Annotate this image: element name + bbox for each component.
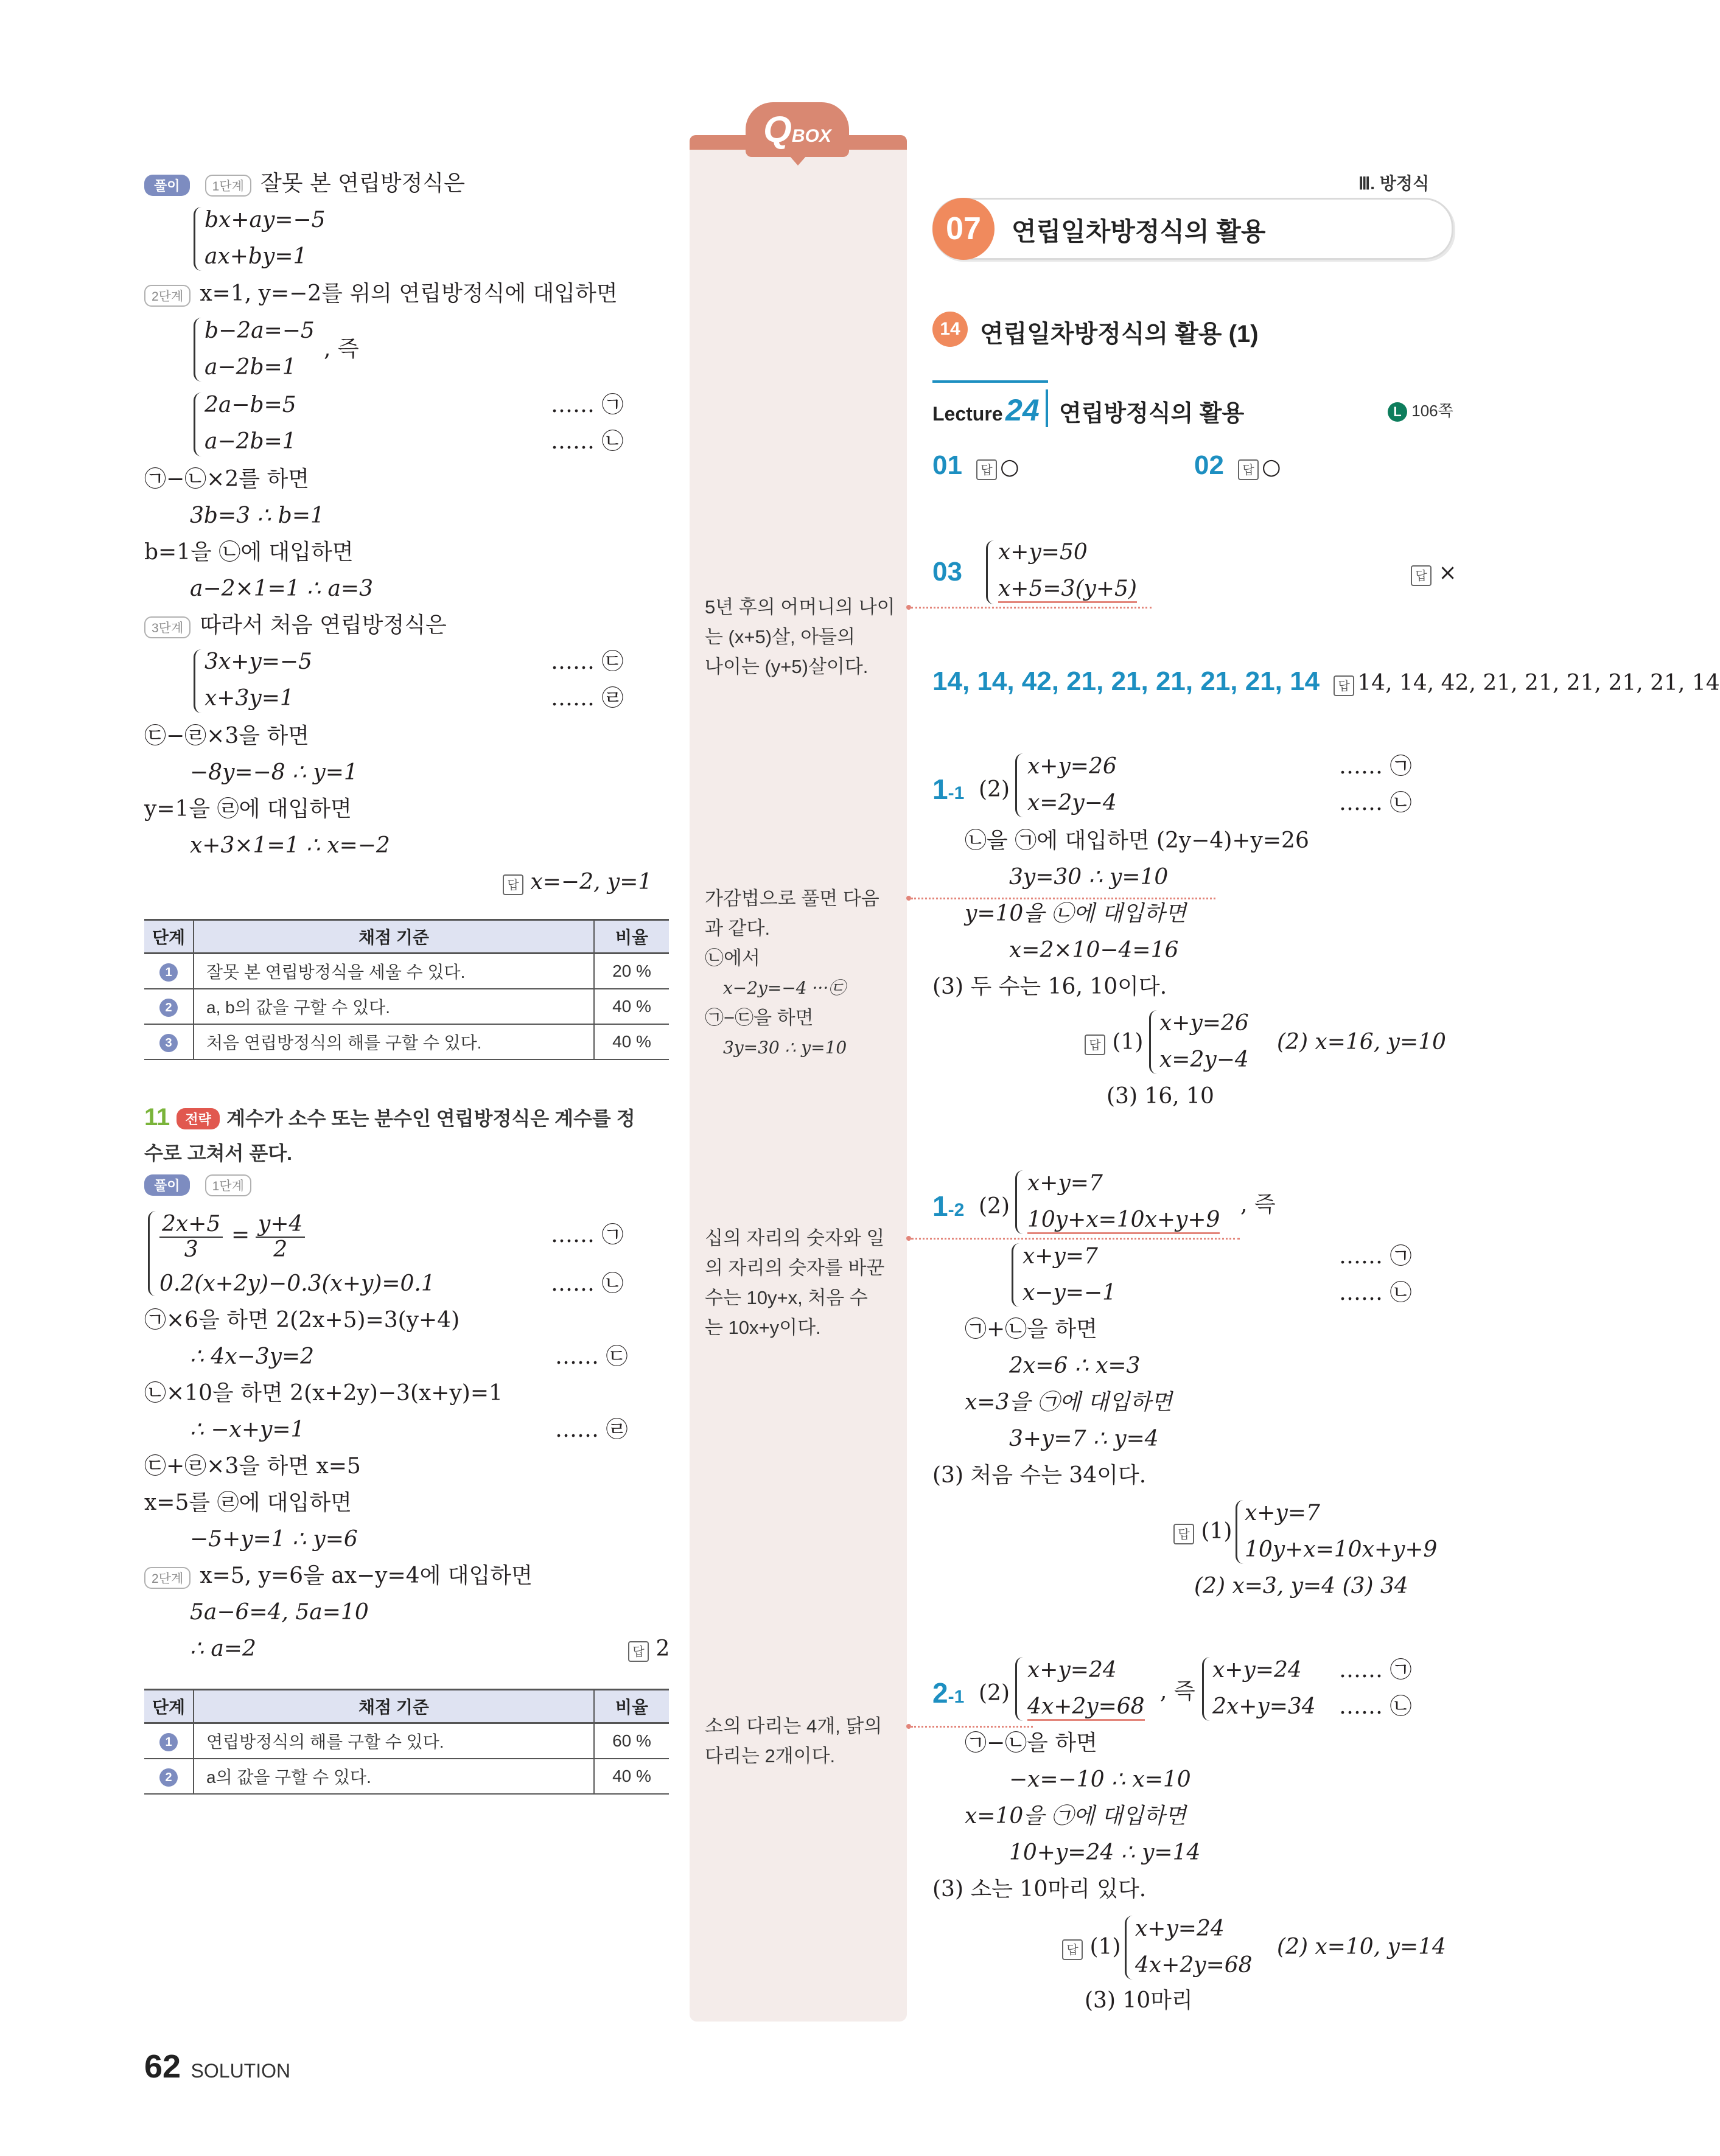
- answer-part: (1): [1112, 1030, 1144, 1055]
- equation: a−2b=1: [205, 429, 296, 454]
- equation: [998, 577, 1137, 601]
- text-line: ㉢−㉣×3을 하면: [144, 724, 310, 748]
- label-marker: [555, 1345, 628, 1369]
- equation: [1027, 1695, 1145, 1719]
- equation: bx+ay=−5: [205, 208, 326, 232]
- marker: ㉡: [601, 1271, 624, 1296]
- answer-icon: 답: [1411, 565, 1432, 586]
- text: , 즉: [1240, 1192, 1276, 1217]
- brace: [1015, 1170, 1023, 1234]
- label-marker: [551, 1223, 623, 1247]
- step2-line: [144, 282, 618, 307]
- answer-part: (3) 10마리: [1085, 1988, 1193, 2013]
- text-line: b=1을 ㉡에 대입하면: [144, 540, 354, 565]
- problem-11-header: [144, 1103, 635, 1131]
- text-line: x+3×1=1 ∴ x=−2: [190, 833, 390, 858]
- equation: 4x+2y=68: [1135, 1953, 1253, 1978]
- page-ref-text: 106쪽: [1411, 402, 1453, 420]
- note-connector-dot: [906, 1236, 911, 1241]
- criteria-cell: a, b의 값을 구할 수 있다.: [194, 989, 594, 1024]
- text-line: ∴ 4x−3y=2: [190, 1344, 315, 1369]
- text-line: −8y=−8 ∴ y=1: [190, 760, 358, 785]
- text-line: a−2×1=1 ∴ a=3: [190, 576, 373, 601]
- step-label: 2단계: [144, 285, 191, 307]
- dots: ……: [551, 1271, 595, 1296]
- marker: ㉣: [601, 686, 624, 711]
- brace: [1149, 1010, 1157, 1074]
- brace: [986, 540, 994, 604]
- brace: [1236, 1500, 1243, 1564]
- lecture-header: [932, 392, 1040, 428]
- unit-title: 연립일차방정식의 활용: [1012, 217, 1266, 246]
- note-line: 는 10x+y이다.: [705, 1317, 821, 1338]
- col-header-step: 단계: [144, 1690, 194, 1723]
- text-line: (3) 처음 수는 34이다.: [932, 1463, 1147, 1488]
- answer-value: ○: [1000, 455, 1019, 480]
- qbox-title-box: BOX: [791, 126, 831, 146]
- table-header-row: [144, 920, 669, 954]
- equation: x+y=24: [1212, 1658, 1302, 1683]
- brace: [194, 318, 201, 382]
- label-marker: [1339, 791, 1411, 815]
- question-number: 14, 14, 42, 21, 21, 21, 21, 21, 14: [932, 666, 1320, 696]
- text: , 즉: [1160, 1679, 1195, 1704]
- step-number: [144, 1024, 194, 1059]
- brace: [1012, 1243, 1019, 1307]
- equation: 3x+y=−5: [205, 649, 312, 674]
- step-label: 2단계: [144, 1567, 191, 1589]
- qbox-note-3: [705, 1223, 884, 1342]
- qbox-note-4: [705, 1711, 882, 1771]
- brace: [1015, 1657, 1023, 1721]
- lecture-divider: [1046, 389, 1048, 427]
- marker: ㉡: [601, 429, 624, 454]
- brace: [1015, 753, 1023, 817]
- text-line: 10+y=24 ∴ y=14: [1009, 1840, 1201, 1865]
- table-row: [144, 1024, 669, 1059]
- brace: [194, 649, 201, 713]
- equation: 2a−b=5: [205, 392, 296, 417]
- note-line: 과 같다.: [705, 918, 771, 939]
- lecture-link-icon: L: [1388, 402, 1407, 422]
- strategy-badge: 전략: [177, 1108, 220, 1129]
- equation: x=2y−4: [1159, 1047, 1249, 1072]
- answer-part: (1): [1089, 1934, 1121, 1959]
- label-marker: [551, 1272, 623, 1296]
- part-label: (2): [979, 1194, 1010, 1219]
- text-line: x=5를 ㉣에 대입하면: [144, 1490, 352, 1515]
- dots: ……: [551, 686, 595, 711]
- note-connector-line: [911, 607, 1152, 609]
- text-line: x=10을 ㉠에 대입하면: [965, 1804, 1186, 1829]
- step-number-badge: 3: [159, 1034, 178, 1052]
- label-marker: [1339, 755, 1411, 779]
- step-number-badge: 2: [159, 999, 178, 1017]
- col-header-criteria: 채점 기준: [194, 1690, 594, 1723]
- text-line: 5a−6=4, 5a=10: [190, 1600, 369, 1625]
- equation: x+y=26: [1027, 754, 1117, 779]
- step-text: 잘못 본 연립방정식은: [260, 171, 465, 196]
- equation: [1027, 1208, 1220, 1232]
- dots: ……: [551, 649, 595, 674]
- equation: ax+by=1: [205, 244, 307, 269]
- brace: [194, 392, 201, 456]
- marker: ㉢: [601, 649, 624, 674]
- label-marker: [555, 1418, 628, 1442]
- answer-part: (2) x=10, y=14: [1277, 1934, 1446, 1959]
- answer-icon: 답: [1238, 459, 1259, 480]
- brace: [1202, 1657, 1210, 1721]
- answer-line: [1173, 1519, 1232, 1544]
- answer-value: 14, 14, 42, 21, 21, 21, 21, 21, 14: [1357, 671, 1720, 696]
- brace: [1125, 1916, 1133, 1980]
- answer-value: ×: [1438, 560, 1457, 585]
- note-line: 수는 10y+x, 처음 수: [705, 1287, 868, 1308]
- criteria-cell: 처음 연립방정식의 해를 구할 수 있다.: [194, 1024, 594, 1059]
- numerator: 2x+5: [159, 1212, 223, 1238]
- text-line: −x=−10 ∴ x=10: [1009, 1767, 1191, 1792]
- note-connector-dot: [906, 896, 911, 901]
- qbox-note-2: [705, 884, 879, 1062]
- answer-value: ○: [1262, 455, 1281, 480]
- note-line: ㉠−㉢을 하면: [705, 1007, 814, 1028]
- problem-label: [932, 773, 964, 806]
- step-number-badge: 2: [159, 1768, 178, 1787]
- table-row: [144, 1723, 669, 1759]
- step-number-badge: 1: [159, 963, 178, 982]
- equation: 10y+x=10x+y+9: [1245, 1537, 1438, 1562]
- text-line: −5+y=1 ∴ y=6: [190, 1527, 358, 1552]
- answer-line: [1085, 1030, 1143, 1055]
- note-line: 십의 자리의 숫자와 일: [705, 1227, 885, 1249]
- question-number: 03: [932, 557, 962, 587]
- section-number: 14: [932, 312, 968, 347]
- equation: 0.2(x+2y)−0.3(x+y)=0.1: [159, 1271, 435, 1296]
- answer-part: (1): [1201, 1519, 1232, 1544]
- note-line: 5년 후의 어머니의 나이: [705, 596, 895, 618]
- note-connector-dot: [906, 1724, 911, 1729]
- answer-icon: 답: [628, 1641, 649, 1662]
- step-label: 1단계: [205, 175, 251, 197]
- step-number: [144, 1759, 194, 1794]
- problem-number: 1: [932, 1190, 948, 1222]
- text-line: [1009, 865, 1168, 890]
- answer-line: [628, 1637, 669, 1662]
- fraction: [159, 1212, 223, 1262]
- col-header-ratio: 비율: [594, 920, 669, 954]
- label-marker: [1339, 1244, 1411, 1269]
- text-line: ∴ a=2: [190, 1636, 256, 1661]
- text-line: x=2×10−4=16: [1009, 938, 1179, 963]
- answer-icon: 답: [1085, 1034, 1105, 1055]
- problem-sub: -1: [948, 1687, 965, 1707]
- text-line: ㉢+㉣×3을 하면 x=5: [144, 1454, 361, 1479]
- step-text: x=5, y=6을 ax−y=4에 대입하면: [200, 1563, 533, 1588]
- problem-number: 1: [932, 773, 948, 805]
- text-line: 2x=6 ∴ x=3: [1009, 1353, 1141, 1378]
- lecture-title: 연립방정식의 활용: [1059, 401, 1245, 427]
- step3-line: [144, 613, 447, 638]
- text-line: y=1을 ㉣에 대입하면: [144, 797, 352, 822]
- text-line: (3) 소는 10마리 있다.: [932, 1877, 1147, 1902]
- page-reference: [1388, 399, 1453, 422]
- problem-sub: -2: [948, 1200, 965, 1220]
- marker: ㉡: [1390, 1280, 1412, 1305]
- answer-icon: 답: [976, 459, 997, 480]
- col-header-criteria: 채점 기준: [194, 920, 594, 954]
- label-marker: [551, 686, 623, 711]
- part-label: (2): [979, 1681, 1010, 1706]
- marker: ㉠: [601, 1223, 624, 1247]
- page-number: 62: [144, 2048, 181, 2085]
- label-marker: [1339, 1658, 1411, 1683]
- problem-label: [932, 1190, 964, 1223]
- label-marker: [1339, 1695, 1411, 1719]
- dots: ……: [1339, 1280, 1383, 1305]
- answer-icon: 답: [503, 874, 523, 895]
- answer-part: (2) x=3, y=4 (3) 34: [1194, 1574, 1408, 1599]
- numerator: y+4: [256, 1212, 305, 1238]
- answer-part: (2) x=16, y=10: [1277, 1030, 1446, 1055]
- answer-part: (3) 16, 10: [1106, 1084, 1214, 1109]
- note-connector-line: [911, 898, 1215, 899]
- text-line: 3+y=7 ∴ y=4: [1009, 1426, 1159, 1451]
- answer-icon: 답: [1334, 675, 1354, 696]
- col-header-ratio: 비율: [594, 1690, 669, 1723]
- text-line: ∴ −x+y=1: [190, 1417, 305, 1442]
- solution-header: [144, 1174, 251, 1196]
- answer-icon: 답: [1062, 1939, 1083, 1960]
- step-number: [144, 989, 194, 1024]
- dots: ……: [551, 392, 595, 417]
- equation: x+3y=1: [205, 686, 294, 711]
- label-marker: [551, 393, 623, 417]
- dots: ……: [555, 1344, 599, 1369]
- note-connector-dot: [906, 605, 911, 610]
- text-line: x=3을 ㉠에 대입하면: [965, 1390, 1172, 1415]
- solution-badge: 풀이: [144, 1174, 190, 1196]
- label-marker: [551, 430, 623, 454]
- answer-line: [1411, 561, 1457, 586]
- answer-line: [1062, 1935, 1120, 1960]
- note-line: 의 자리의 숫자를 바꾼: [705, 1257, 885, 1279]
- qbox-pointer: [789, 156, 806, 166]
- equation: x−y=−1: [1023, 1280, 1117, 1305]
- label-marker: [1339, 1281, 1411, 1305]
- marker: ㉡: [1390, 790, 1412, 815]
- dots: ……: [551, 1223, 595, 1247]
- dots: ……: [1339, 1658, 1383, 1683]
- equation: x=2y−4: [1027, 790, 1117, 815]
- underlined-equation: 4x+2y=68: [1027, 1694, 1145, 1721]
- table-row: [144, 1759, 669, 1794]
- denominator: 2: [273, 1237, 288, 1262]
- text-line: (3) 두 수는 16, 10이다.: [932, 974, 1167, 999]
- problem-sub: -1: [948, 783, 965, 803]
- dots: ……: [1339, 754, 1383, 779]
- answer-01: [932, 450, 1019, 481]
- criteria-cell: 연립방정식의 해를 구할 수 있다.: [194, 1723, 594, 1759]
- ratio-cell: 60 %: [594, 1723, 669, 1759]
- denominator: 3: [184, 1237, 198, 1262]
- table-row: [144, 954, 669, 989]
- marker: ㉠: [601, 392, 624, 417]
- marker: ㉢: [606, 1344, 628, 1369]
- problem-number: 2: [932, 1677, 948, 1709]
- note-line: 는 (x+5)살, 아들의: [705, 626, 856, 647]
- note-line: 나이는 (y+5)살이다.: [705, 656, 869, 677]
- ratio-cell: 20 %: [594, 954, 669, 989]
- answer-icon: 답: [1173, 1524, 1194, 1544]
- question-number: 01: [932, 450, 962, 480]
- text-line: ㉠−㉡을 하면: [965, 1731, 1097, 1756]
- equation: a−2b=1: [205, 355, 296, 380]
- marker: ㉣: [606, 1417, 628, 1442]
- text-line: y=10을 ㉡에 대입하면: [965, 901, 1186, 926]
- solution-badge: 풀이: [144, 175, 190, 196]
- text-line: ㉠+㉡을 하면: [965, 1317, 1097, 1342]
- text-line: ㉡을 ㉠에 대입하면 (2y−4)+y=26: [965, 828, 1309, 853]
- page-footer: [144, 2048, 290, 2085]
- brace: [194, 207, 201, 271]
- problem-number: 11: [144, 1104, 170, 1131]
- step-text: 따라서 처음 연립방정식은: [200, 613, 447, 638]
- note-equation: x−2y=−4 ···㉢: [723, 978, 846, 998]
- col-header-step: 단계: [144, 920, 194, 954]
- marker: ㉠: [1390, 754, 1412, 779]
- equation: b−2a=−5: [205, 318, 315, 343]
- qbox-title: [746, 102, 849, 157]
- note-line: ㉡에서: [705, 947, 760, 969]
- underlined-equation: x+5=3(y+5): [998, 576, 1137, 603]
- label-marker: [551, 650, 623, 674]
- fraction: [256, 1212, 305, 1262]
- equation: x+y=26: [1159, 1011, 1249, 1036]
- step-text: x=1, y=−2를 위의 연립방정식에 대입하면: [200, 281, 618, 306]
- marker: ㉠: [1390, 1658, 1412, 1683]
- table-header-row: [144, 1690, 669, 1723]
- note-connector-line: [911, 1726, 1033, 1728]
- ratio-cell: 40 %: [594, 1024, 669, 1059]
- text-line: 3b=3 ∴ b=1: [190, 503, 324, 528]
- equation: 2x+y=34: [1212, 1694, 1316, 1719]
- brace: [148, 1211, 156, 1296]
- answer-02: [1194, 450, 1281, 481]
- dots: ……: [551, 429, 595, 454]
- lecture-rule: [932, 380, 1048, 383]
- ratio-cell: 40 %: [594, 989, 669, 1024]
- criteria-cell: a의 값을 구할 수 있다.: [194, 1759, 594, 1794]
- table-row: [144, 989, 669, 1024]
- note-line: 다리는 2개이다.: [705, 1745, 836, 1767]
- dots: ……: [1339, 1694, 1383, 1719]
- equation: x+y=50: [998, 540, 1088, 565]
- text-line: ㉡×10을 하면 2(x+2y)−3(x+y)=1: [144, 1381, 503, 1406]
- dots: ……: [1339, 790, 1383, 815]
- note-equation: 3y=30 ∴ y=10: [723, 1038, 847, 1058]
- section-title: 연립일차방정식의 활용 (1): [980, 321, 1259, 347]
- equation: x+y=24: [1027, 1658, 1117, 1683]
- underlined-equation: 10y+x=10x+y+9: [1027, 1207, 1220, 1234]
- grading-table-2: [144, 1689, 669, 1795]
- step-number-badge: 1: [159, 1733, 178, 1751]
- answer-value: x=−2, y=1: [530, 870, 652, 895]
- marker: ㉠: [1390, 1244, 1412, 1269]
- text: , 즉: [324, 337, 359, 361]
- step-label: 3단계: [144, 616, 191, 638]
- chapter-label: Ⅲ. 방정식: [1358, 174, 1430, 193]
- step-number: [144, 1723, 194, 1759]
- answer-value: 2: [655, 1636, 670, 1661]
- qbox-note-1: [705, 592, 895, 682]
- answer-04: [932, 666, 1720, 697]
- text-line: ㉠×6을 하면 2(2x+5)=3(y+4): [144, 1308, 460, 1333]
- note-connector-line: [911, 1238, 1240, 1240]
- marker: ㉡: [1390, 1694, 1412, 1719]
- problem-label: [932, 1676, 964, 1709]
- equation: x+y=7: [1245, 1501, 1320, 1526]
- step-label: 1단계: [205, 1174, 251, 1196]
- solution-header: [144, 172, 465, 197]
- note-line: 가감법으로 풀면 다음: [705, 888, 879, 909]
- note-line: 소의 다리는 4개, 닭의: [705, 1715, 883, 1737]
- equation: x+y=7: [1023, 1244, 1098, 1269]
- qbox-title-q: Q: [763, 109, 792, 150]
- text-line: ㉠−㉡×2를 하면: [144, 467, 310, 492]
- answer-line: [503, 870, 652, 895]
- dots: ……: [1339, 1244, 1383, 1269]
- grading-table-1: [144, 919, 669, 1060]
- lecture-label: Lecture: [932, 403, 1003, 425]
- dots: ……: [555, 1417, 599, 1442]
- step2-line: [144, 1564, 533, 1589]
- equation: x+y=7: [1027, 1171, 1103, 1196]
- strategy-text: 계수가 소수 또는 분수인 연립방정식은 계수를 정: [226, 1108, 635, 1129]
- strategy-text-cont: 수로 고쳐서 푼다.: [144, 1142, 293, 1164]
- underlined-result: 3y=30 ∴ y=10: [1009, 865, 1169, 890]
- page-label: SOLUTION: [191, 2060, 291, 2082]
- equation: x+y=24: [1135, 1916, 1225, 1941]
- step-number: [144, 954, 194, 989]
- criteria-cell: 잘못 본 연립방정식을 세울 수 있다.: [194, 954, 594, 989]
- part-label: (2): [979, 777, 1010, 802]
- ratio-cell: 40 %: [594, 1759, 669, 1794]
- question-number: 02: [1194, 450, 1224, 480]
- equals: =: [231, 1223, 250, 1247]
- unit-number: 07: [932, 198, 995, 260]
- lecture-number: 24: [1005, 393, 1040, 427]
